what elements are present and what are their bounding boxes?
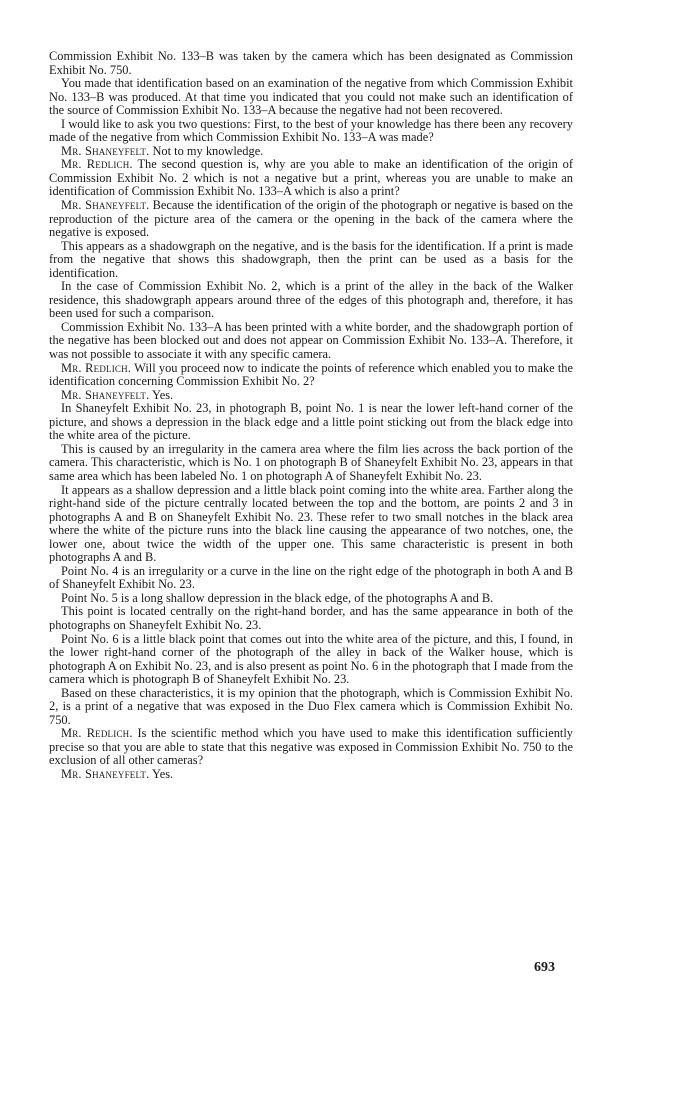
page-number: 693	[534, 960, 555, 975]
testimony-text: Will you proceed now to indicate the points of reference which enabled you to make the identification concerning Commission Exhibit No. 2?	[49, 360, 573, 389]
speaker-label: Mr. Shaneyfelt.	[61, 198, 150, 213]
paragraph: Point No. 4 is an irregularity or a curve in the line on the right edge of the photograph in both A and B of Shaneyfelt Exhibit No. 23.	[49, 563, 573, 592]
paragraph: You made that identification based on an examination of the negative from which Commission Exhibit No. 133–B was produced. At that time you indicated that you could not make such an identification of the source of Commission Exhibit No. 133–A because the negative had not been recovered.	[49, 76, 573, 118]
speaker-label: Mr. Shaneyfelt.	[61, 143, 150, 158]
testimony-paragraph	[49, 389, 573, 403]
testimony-paragraph	[49, 727, 573, 768]
paragraph: In Shaneyfelt Exhibit No. 23, in photograph B, point No. 1 is near the lower left-hand corner of the picture, and shows a depression in the black edge and a little point sticking out from the black edge into the white area of the picture.	[49, 401, 573, 443]
paragraph: This point is located centrally on the right-hand border, and has the same appearance in both of the photographs on Shaneyfelt Exhibit No. 23.	[49, 604, 573, 632]
testimony-text: Not to my knowledge.	[152, 143, 264, 158]
paragraph: Point No. 6 is a little black point that comes out into the white area of the picture, and this, I found, in the lower right-hand corner of the photograph of the alley in back of the Walker house, which is photograph A on Exhibit No. 23, and is also present as point No. 6 in the photograph that I made from the camera which is photograph B of Shaneyfelt Exhibit No. 23.	[49, 631, 573, 687]
testimony-text: The second question is, why are you able to make an identification of the origin of Commission Exhibit No. 2 which is not a negative but a print, whereas you are unable to make an identification of Commission Exhibit No. 133–A which is also a print?	[49, 157, 574, 199]
testimony-paragraph	[49, 199, 573, 240]
speaker-label: Mr. Shaneyfelt.	[61, 387, 150, 402]
speaker-label: Mr. Redlich.	[61, 157, 133, 172]
paragraph: Point No. 5 is a long shallow depression in the black edge, of the photographs A and B.	[61, 590, 494, 605]
speaker-label: Mr. Shaneyfelt.	[61, 766, 150, 781]
paragraph: This appears as a shadowgraph on the negative, and is the basis for the identification. If a print is made from the negative that shows this shadowgraph, then the print can be used as a basis for the identification.	[49, 238, 573, 280]
speaker-label: Mr. Redlich.	[61, 726, 133, 741]
testimony-paragraph	[49, 362, 573, 389]
speaker-label: Mr. Redlich.	[61, 360, 132, 375]
paragraph: This is caused by an irregularity in the camera area where the film lies across the back portion of the camera. This characteristic, which is No. 1 on photograph B of Shaneyfelt Exhibit No. 23, appears in that same area which has been labeled No. 1 on photograph A of Shaneyfelt Exhibit No. 23.	[49, 441, 573, 483]
testimony-text: Is the scientific method which you have used to make this identification sufficiently precise so that you are able to state that this negative was exposed in Commission Exhibit No. 750 to the exclusion of all other cameras?	[49, 726, 573, 768]
paragraph: Commission Exhibit No. 133–B was taken by the camera which has been designated as Commission Exhibit No. 750.	[49, 49, 573, 77]
testimony-paragraph	[49, 768, 573, 782]
document-body	[49, 50, 573, 782]
testimony-paragraph	[49, 158, 573, 199]
paragraph: It appears as a shallow depression and a little black point coming into the white area. Farther along the right-hand side of the picture centrally located between the top and the bottom, are points 2 and 3 in photographs A and B on Shaneyfelt Exhibit No. 23. These refer to two small notches in the black area where the white of the picture runs into the black line causing the appearance of two notches, one, the lower one, about twice the width of the upper one. This same characteristic is present in both photographs A and B.	[49, 482, 573, 565]
testimony-text: Yes.	[152, 766, 174, 781]
paragraph: Based on these characteristics, it is my opinion that the photograph, which is Commission Exhibit No. 2, is a print of a negative that was exposed in the Duo Flex camera which is Commission Exhibit No. 750.	[49, 685, 573, 727]
paragraph: In the case of Commission Exhibit No. 2, which is a print of the alley in the back of the Walker residence, this shadowgraph appears around three of the edges of this photograph and, therefore, it has been used for such a comparison.	[49, 279, 573, 321]
testimony-text: Yes.	[152, 387, 174, 402]
paragraph: I would like to ask you two questions: First, to the best of your knowledge has there been any recovery made of the negative from which Commission Exhibit No. 133–A was made?	[49, 116, 573, 145]
testimony-paragraph	[49, 145, 573, 159]
paragraph: Commission Exhibit No. 133–A has been printed with a white border, and the shadowgraph portion of the negative has been blocked out and does not appear on Commission Exhibit No. 133–A. Therefore, it was not possible to associate it with any specific camera.	[49, 319, 573, 362]
testimony-text: Because the identification of the origin of the photograph or negative is based on the reproduction of the picture area of the camera or the opening in the back of the camera where the negative is exposed.	[49, 198, 573, 240]
